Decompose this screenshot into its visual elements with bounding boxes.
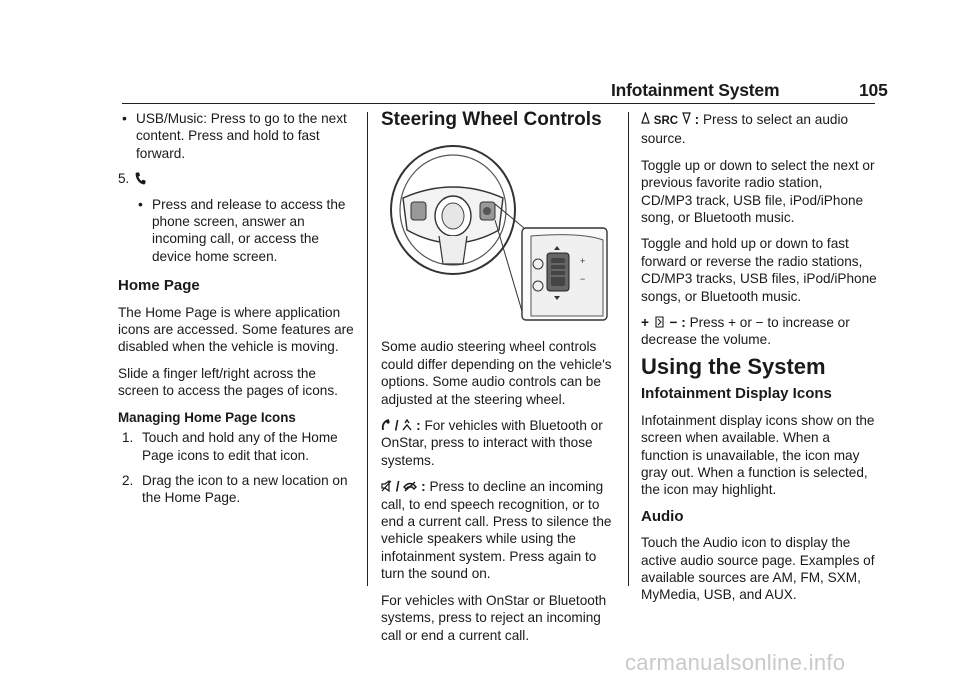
watermark: carmanualsonline.info <box>625 650 846 675</box>
phone-bullet <box>136 196 358 266</box>
using-the-system-heading: Using the System <box>641 353 826 379</box>
header-rule <box>122 103 875 104</box>
steering-intro-paragraph: Some audio steering wheel controls could differ depending on the vehicle's options. Some audio controls can be adjusted at the steering wheel. <box>381 339 612 407</box>
mute-end-call-paragraph <box>381 478 617 582</box>
column-3 <box>641 111 877 613</box>
up-arrow-icon <box>641 112 650 124</box>
src-label: SRC <box>653 115 679 127</box>
volume-minus: − <box>669 315 678 331</box>
src-colon: : <box>694 112 700 127</box>
toggle-paragraph-2: Toggle and hold up or down to fast forward or reverse the radio stations, CD/MP3 tracks, USB files, iPod/iPhone songs, or Bluetooth music. <box>641 236 877 304</box>
section-title: Infotainment System <box>611 80 780 100</box>
source-control-text: Press to select an audio source. <box>641 112 849 147</box>
step-2 <box>122 472 358 507</box>
column-1 <box>118 110 358 507</box>
volume-text: Press + or − to increase or decrease the volume. <box>641 315 850 348</box>
column-divider-2 <box>628 112 629 586</box>
volume-plus: + <box>641 315 649 331</box>
column-2 <box>381 111 617 653</box>
voice-separator: / <box>394 418 399 434</box>
step-1-number: 1. <box>122 430 134 446</box>
svg-text:+: + <box>580 256 586 267</box>
volume-paragraph <box>641 314 877 349</box>
usb-music-text: USB/Music: Press to go to the next content. Press and hold to fast forward. <box>136 111 347 161</box>
voice-colon: : <box>416 418 421 434</box>
item-5 <box>118 170 358 187</box>
steering-wheel-controls-heading: Steering Wheel Controls <box>381 109 602 130</box>
usb-music-bullet <box>120 110 358 162</box>
step-1-text: Touch and hold any of the Home Page icons to edit that icon. <box>142 430 338 463</box>
infotainment-icons-paragraph: Infotainment display icons show on the screen when available. When a function is unavailable, the icon may gray out. When a function is selected, the icon may highlight. <box>641 412 875 498</box>
onstar-reject-paragraph: For vehicles with OnStar or Bluetooth systems, press to reject an incoming call or end a current call. <box>381 592 607 643</box>
home-page-heading: Home Page <box>118 277 200 295</box>
audio-paragraph: Touch the Audio icon to display the active audio source page. Examples of available sources are AM, FM, SXM, MyMedia, USB, and AUX. <box>641 535 875 603</box>
mute-icon <box>381 480 392 492</box>
voice-control-text: For vehicles with Bluetooth or OnStar, press to interact with those systems. <box>381 418 603 468</box>
page-header <box>611 80 888 101</box>
voice-recognition-icon <box>381 419 391 431</box>
end-call-icon <box>403 480 417 492</box>
home-page-paragraph-1: The Home Page is where application icons are accessed. Some features are disabled when the vehicle is moving. <box>118 304 354 355</box>
down-arrow-icon <box>682 112 691 124</box>
mute-end-call-text: Press to decline an incoming call, to end speech recognition, or to end a current call. Press to silence the vehicle speakers while using the infotainment system. Press again to turn the sound on. <box>381 479 612 582</box>
column-divider-1 <box>367 112 368 586</box>
volume-icon <box>655 316 664 328</box>
page-number: 105 <box>859 80 888 100</box>
phone-bullet-text: Press and release to access the phone screen, answer an incoming call, or access the device home screen. <box>152 196 346 264</box>
toggle-paragraph-1: Toggle up or down to select the next or previous favorite radio station, CD/MP3 track, USB file, iPod/iPhone song, or Bluetooth music. <box>641 157 875 226</box>
volume-colon: : <box>681 315 686 331</box>
source-control-paragraph <box>641 111 877 148</box>
onstar-voice-icon <box>402 419 412 431</box>
step-2-number: 2. <box>122 472 134 488</box>
step-1 <box>122 429 358 464</box>
mute-separator: / <box>395 479 400 495</box>
voice-control-paragraph <box>381 417 617 469</box>
audio-heading: Audio <box>641 507 684 525</box>
steering-wheel-illustration <box>381 140 609 322</box>
item-5-number: 5. <box>118 171 130 187</box>
infotainment-display-icons-heading: Infotainment Display Icons <box>641 385 832 403</box>
managing-icons-heading: Managing Home Page Icons <box>118 409 296 425</box>
svg-text:−: − <box>580 274 586 285</box>
mute-colon: : <box>421 479 426 495</box>
phone-icon <box>135 172 146 185</box>
home-page-paragraph-2: Slide a finger left/right across the screen to access the pages of icons. <box>118 365 338 399</box>
step-2-text: Drag the icon to a new location on the Home Page. <box>142 472 348 506</box>
